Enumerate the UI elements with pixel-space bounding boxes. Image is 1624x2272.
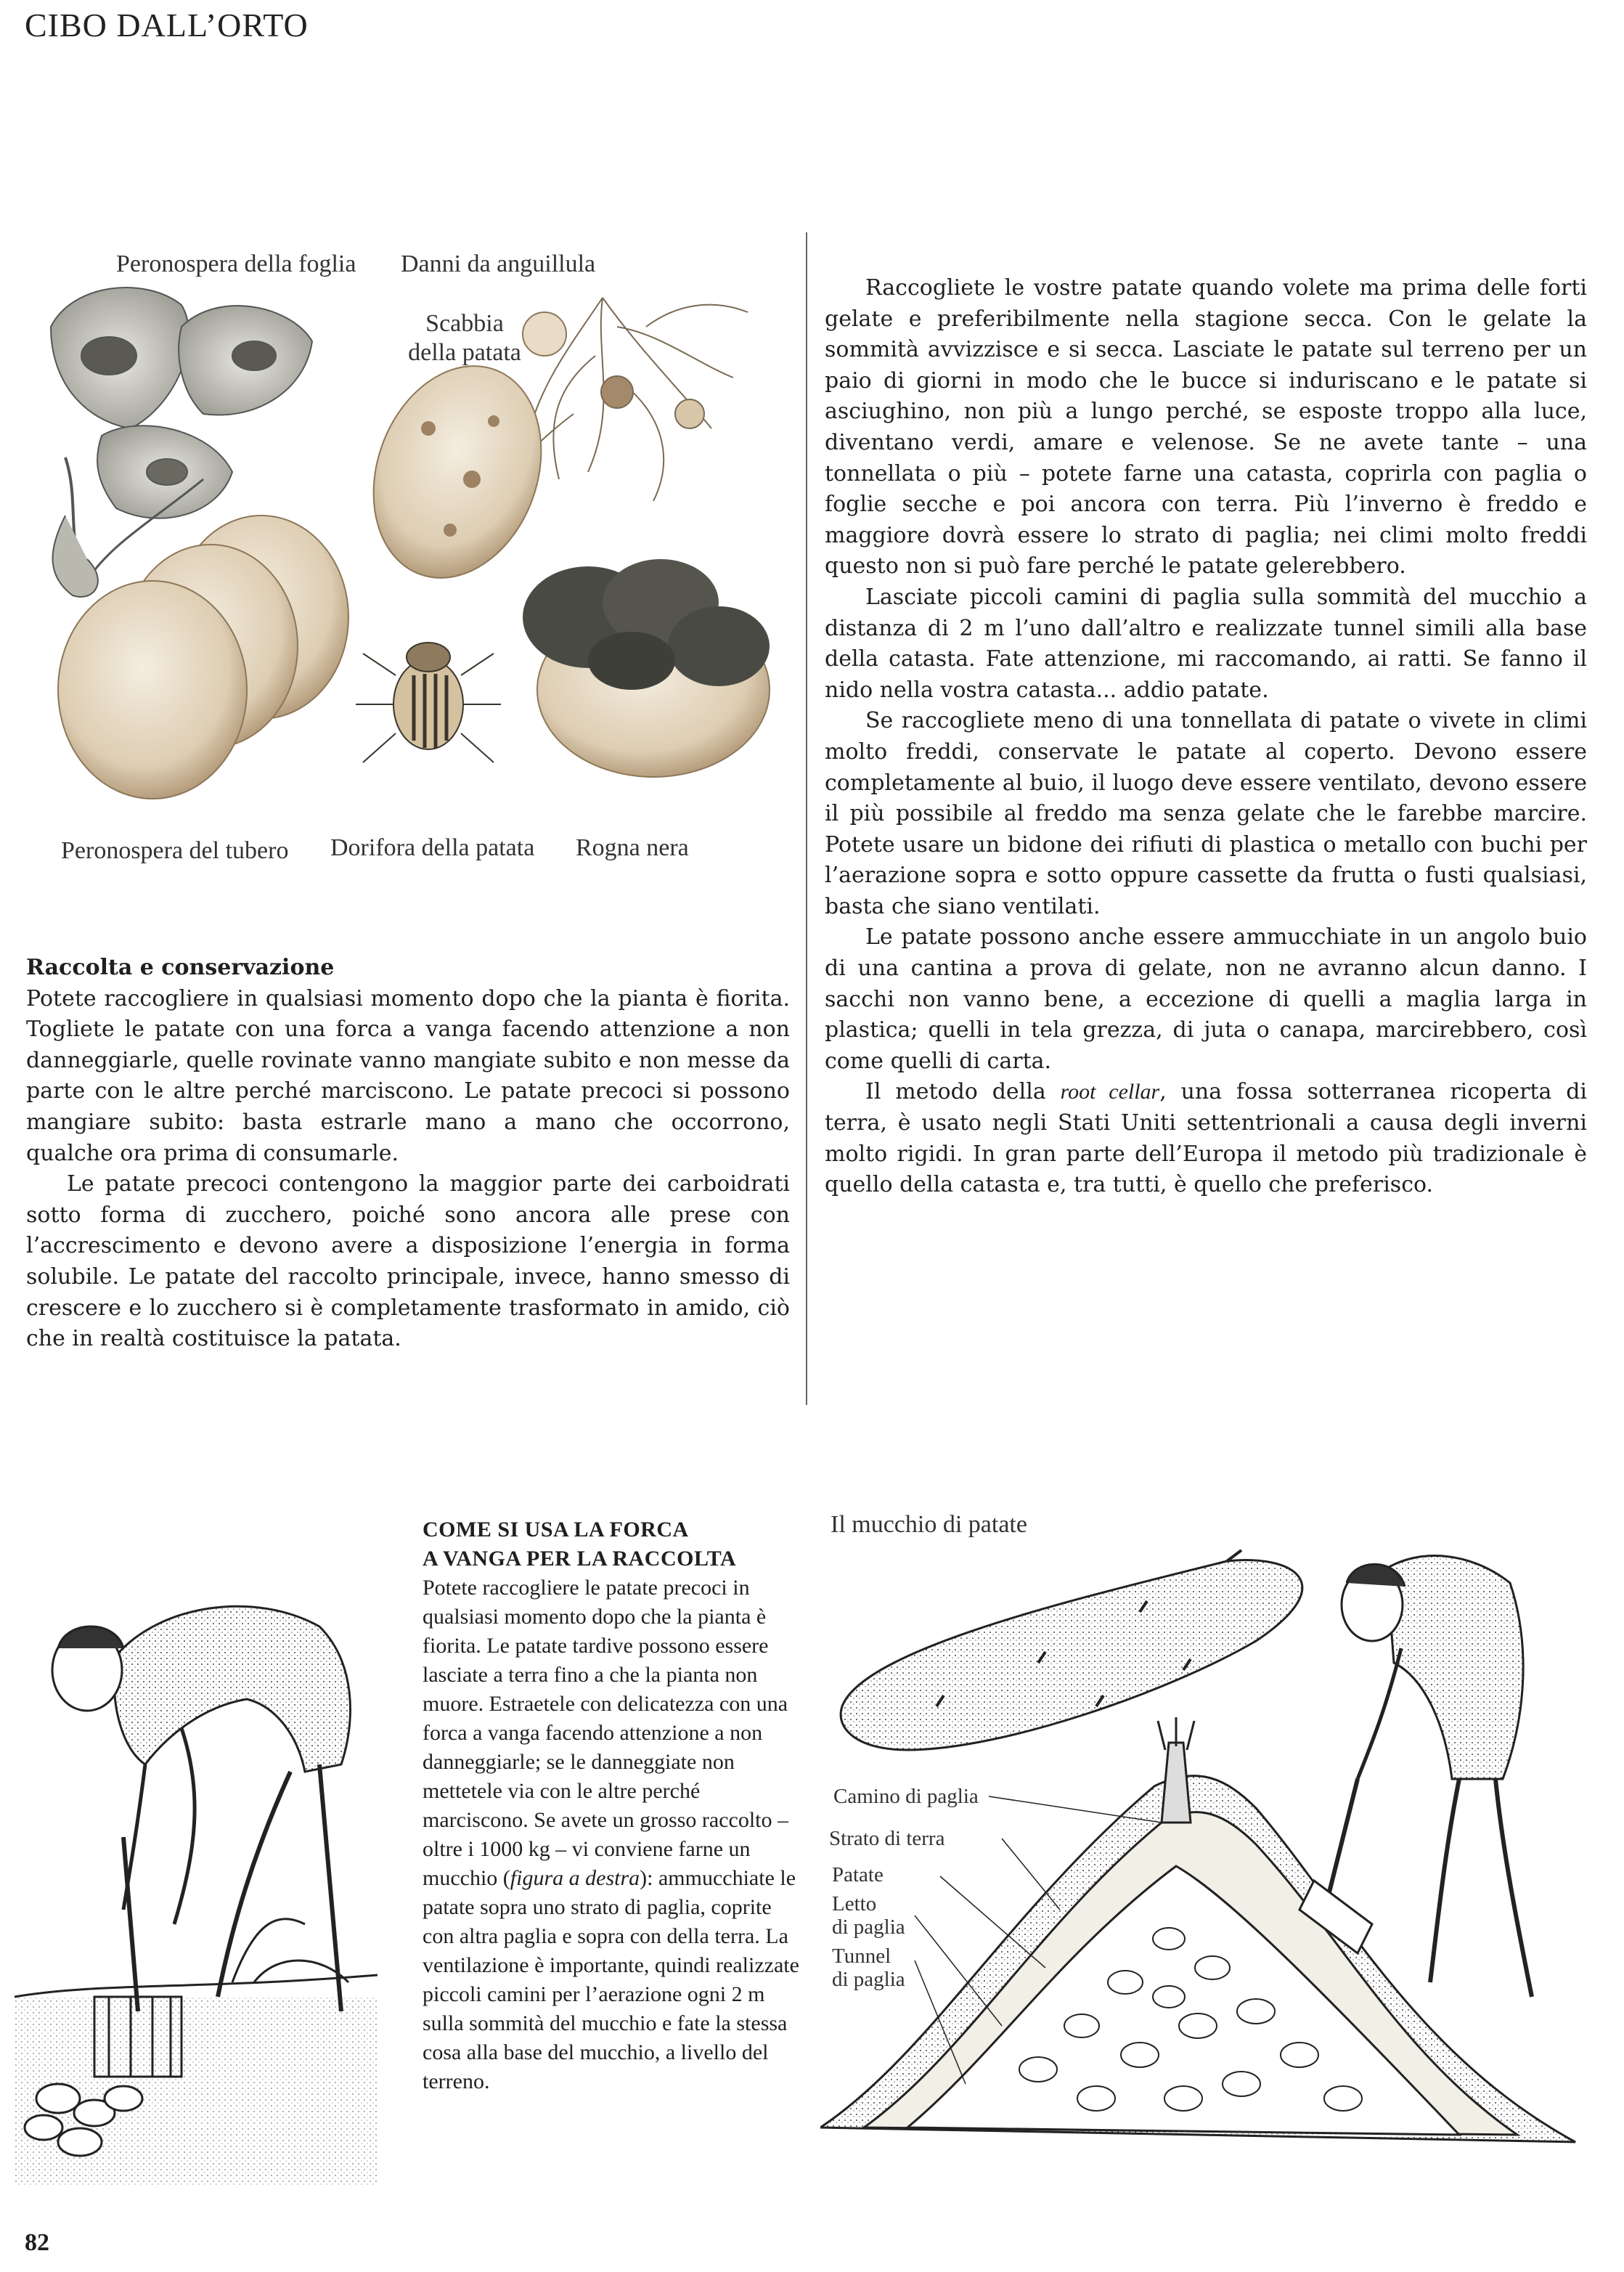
right-paragraph-3: Se raccogliete meno di una tonnellata di patate o vivete in climi molto freddi, conservate le patate al coperto. Devono essere completamente al buio, il luogo deve essere ventilato, devono essere il più possibile al freddo ma senza gelate che le farebbe marcire. Potete usare un bidone dei rifiuti di plastica o metallo con buchi per l’aerazione sopra e sotto oppure cassette da frutta o fusti qualsiasi, basta che siano ventilati.	[825, 708, 1587, 919]
fork-illustration	[15, 1547, 378, 2186]
label-scab-line1: Scabbia	[425, 310, 504, 337]
label-soil-layer: Strato di terra	[829, 1827, 945, 1850]
label-leaf-blight: Peronospera della foglia	[116, 251, 356, 277]
right-paragraph-5	[825, 1077, 1587, 1200]
tuber-blight-drawing	[58, 516, 348, 799]
label-bed-line1: Letto	[832, 1892, 877, 1915]
p5-text-after: , una fossa sotterranea ricoperta di terra, è usato negli Stati Uniti settentrionali a causa degli inverni molto rigidi. In gran parte dell’Europa il metodo più tradizionale è quello della catasta e, tra tutti, è quello che preferisco.	[825, 1079, 1587, 1198]
left-paragraph-1: Potete raccogliere in qualsiasi momento dopo che la pianta è fiorita. Togliete le patate con una forca a vanga facendo attenzione a non danneggiarle, quelle rovinate vanno mangiate subito e non messe da parte con le altre perché marciscono. Le patate precoci si possono mangiare subito: basta estrarle mano a mano che occorrono, qualche ora prima di consumarle.	[26, 985, 790, 1166]
wart-drawing	[523, 559, 770, 777]
clamp-title: Il mucchio di patate	[831, 1511, 1027, 1538]
label-beetle: Dorifora della patata	[330, 834, 535, 861]
disease-illustration	[22, 240, 784, 879]
left-column	[26, 953, 790, 1355]
p5-text-before: Il metodo della	[865, 1079, 1061, 1105]
scab-drawing	[345, 342, 569, 601]
label-tuber-blight: Peronospera del tubero	[61, 837, 289, 864]
label-potatoes: Patate	[832, 1863, 884, 1886]
sidebar-text	[423, 1573, 807, 2096]
fork-sidebar	[423, 1515, 807, 2096]
right-paragraph-2: Lasciate piccoli camini di paglia sulla sommità del mucchio a distanza di 2 m l’uno dall’altro e realizzate tunnel simili alla base della catasta. Fate attenzione, mi raccomando, ai ratti. Se fanno il nido nella vostra catasta... addio patate.	[825, 584, 1587, 703]
right-paragraph-4: Le patate possono anche essere ammucchiate in un angolo buio di una cantina a prova di gelate, non ne avranno alcun danno. I sacchi non vanno bene, a eccezione di quelli a maglia larga in plastica; quelli in tela grezza, di juta o canapa, marcirebbero, così come quelli di carta.	[825, 924, 1587, 1074]
page-number: 82	[25, 2229, 49, 2256]
right-paragraph-1: Raccogliete le vostre patate quando volete ma prima delle forti gelate e preferibilmente nella stagione secca. Con le gelate la sommità avvizzisce e si secca. Lasciate le patate sul terreno per un paio di giorni in modo che le bucce si induriscano e le patate si asciughino, non più a lungo perché, se esposte troppo alla luce, diventano verdi, amare e velenose. Se ne avete tante – una tonnellata o più – potete farne una catasta, coprirla con paglia o foglie secche e poi ancora con terra. Più l’inverno è freddo e maggiore dovrà essere lo strato di paglia; nei climi molto freddi questo non si può fare perché le patate gelerebbero.	[825, 275, 1587, 579]
label-eelworm: Danni da anguillula	[401, 251, 596, 277]
sidebar-title-line2: A VANGA PER LA RACCOLTA	[423, 1547, 737, 1571]
left-paragraph-2: Le patate precoci contengono la maggior parte dei carboidrati sotto forma di zucchero, poiché sono ancora alle prese con l’accrescimento e devono avere a disposizione l’energia in forma solubile. Le patate del raccolto principale, invece, hanno smesso di crescere e lo zucchero si è completamente trasformato in amido, ciò che in realtà costituisce la patata.	[26, 1171, 790, 1352]
gardener-fork-drawing	[15, 1547, 378, 2186]
label-chimney: Camino di paglia	[833, 1785, 979, 1808]
running-title: CIBO DALL’ORTO	[25, 7, 309, 44]
clamp-illustration	[820, 1503, 1619, 2193]
beetle-drawing	[356, 643, 501, 762]
disease-drawing	[22, 240, 784, 879]
label-tunnel-line2: di paglia	[832, 1968, 905, 1991]
label-scab-line2: della patata	[408, 339, 521, 366]
p5-italic-term: root cellar	[1060, 1080, 1160, 1104]
sidebar-text-italic: figura a destra	[510, 1866, 640, 1890]
sidebar-text-after: ): ammucchiate le patate sopra uno strato di paglia, coprite con altra paglia e sopra con della terra. La ventilazione è importante, quindi realizzate piccoli camini per l’aerazione ogni 2 m sulla sommità del mucchio e fate la stessa cosa alla base del mucchio, a livello del terreno.	[423, 1866, 799, 2093]
column-divider	[806, 232, 807, 1405]
label-wart: Rogna nera	[576, 834, 689, 861]
label-tunnel-line1: Tunnel	[832, 1945, 891, 1968]
right-column	[825, 273, 1587, 1201]
sidebar-title-line1: COME SI USA LA FORCA	[423, 1518, 689, 1542]
label-bed-line2: di paglia	[832, 1915, 905, 1939]
section-heading: Raccolta e conservazione	[26, 955, 335, 980]
sidebar-text-before: Potete raccogliere le patate precoci in qualsiasi momento dopo che la pianta è fiorita. Le patate tardive possono essere lasciate a terra fino a che la pianta non muore. Estraetele con delicatezza con una forca a vanga facendo attenzione a non danneggiarle; se le danneggiate non mettetele via con le altre perché marciscono. Se avete un grosso raccolto – oltre i 1000 kg – vi conviene farne un mucchio (	[423, 1576, 789, 1890]
